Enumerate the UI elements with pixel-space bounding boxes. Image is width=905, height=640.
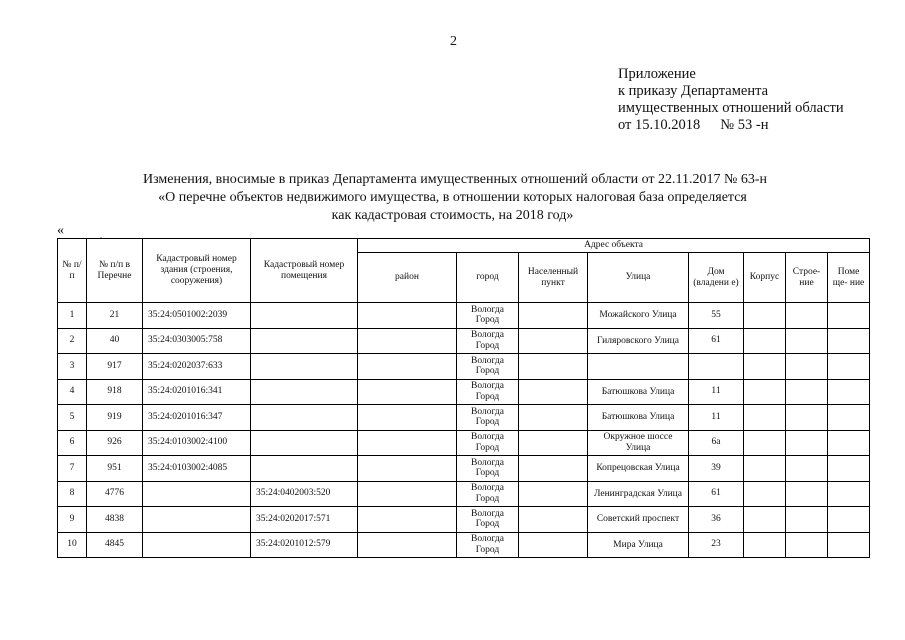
cell-stroenie bbox=[786, 303, 828, 329]
header-num: № п/п bbox=[58, 239, 87, 303]
cell-num: 8 bbox=[58, 481, 87, 507]
cell-city: Вологда Город bbox=[457, 430, 519, 456]
cell-city: Вологда Город bbox=[457, 507, 519, 533]
cell-num: 6 bbox=[58, 430, 87, 456]
cell-house: 61 bbox=[689, 481, 744, 507]
cell-korpus bbox=[744, 430, 786, 456]
cell-district bbox=[358, 354, 457, 380]
cell-locality bbox=[519, 354, 588, 380]
scan-mark: . bbox=[100, 230, 103, 240]
cell-cadastral-room bbox=[251, 303, 358, 329]
header-cadastral-building: Кадастровый номер здания (строения, сооружения) bbox=[143, 239, 251, 303]
appendix-order-number: № 53 -н bbox=[720, 117, 769, 133]
table-header-row-1 bbox=[58, 239, 870, 253]
cell-cadastral-room bbox=[251, 379, 358, 405]
cell-city: Вологда Город bbox=[457, 405, 519, 431]
cell-district bbox=[358, 507, 457, 533]
cell-house: 39 bbox=[689, 456, 744, 482]
header-stroenie: Строе- ние bbox=[786, 253, 828, 303]
cell-list-num: 918 bbox=[87, 379, 143, 405]
cell-list-num: 951 bbox=[87, 456, 143, 482]
cell-locality bbox=[519, 456, 588, 482]
cell-cadastral-building: 35:24:0303005:758 bbox=[143, 328, 251, 354]
cell-num: 2 bbox=[58, 328, 87, 354]
cell-street: Батюшкова Улица bbox=[588, 405, 689, 431]
table-row bbox=[58, 430, 870, 456]
cell-locality bbox=[519, 532, 588, 558]
cell-cadastral-building: 35:24:0501002:2039 bbox=[143, 303, 251, 329]
header-city: город bbox=[457, 253, 519, 303]
cell-city: Вологда Город bbox=[457, 328, 519, 354]
cell-korpus bbox=[744, 354, 786, 380]
cell-stroenie bbox=[786, 532, 828, 558]
cell-city: Вологда Город bbox=[457, 379, 519, 405]
cell-num: 10 bbox=[58, 532, 87, 558]
cell-locality bbox=[519, 379, 588, 405]
cell-district bbox=[358, 328, 457, 354]
appendix-block bbox=[618, 66, 844, 134]
table-row bbox=[58, 303, 870, 329]
cell-num: 4 bbox=[58, 379, 87, 405]
opening-quote-mark: « bbox=[57, 223, 64, 238]
cell-cadastral-building bbox=[143, 507, 251, 533]
cell-list-num: 21 bbox=[87, 303, 143, 329]
cell-list-num: 919 bbox=[87, 405, 143, 431]
cell-house: 11 bbox=[689, 379, 744, 405]
cell-num: 3 bbox=[58, 354, 87, 380]
cell-cadastral-building: 35:24:0202037:633 bbox=[143, 354, 251, 380]
appendix-date: от 15.10.2018 bbox=[618, 117, 701, 133]
cell-district bbox=[358, 430, 457, 456]
cell-house: 6а bbox=[689, 430, 744, 456]
appendix-date-line bbox=[618, 117, 844, 134]
cell-list-num: 4838 bbox=[87, 507, 143, 533]
cell-district bbox=[358, 481, 457, 507]
cell-stroenie bbox=[786, 481, 828, 507]
header-house: Дом (владени е) bbox=[689, 253, 744, 303]
cell-locality bbox=[519, 303, 588, 329]
page-number: 2 bbox=[450, 34, 457, 49]
cell-pomeshchenie bbox=[828, 354, 870, 380]
cell-pomeshchenie bbox=[828, 379, 870, 405]
cell-korpus bbox=[744, 379, 786, 405]
header-list-num: № п/п в Перечне bbox=[87, 239, 143, 303]
cell-cadastral-room bbox=[251, 328, 358, 354]
cell-pomeshchenie bbox=[828, 430, 870, 456]
cell-stroenie bbox=[786, 507, 828, 533]
cell-cadastral-room bbox=[251, 430, 358, 456]
cell-cadastral-building bbox=[143, 481, 251, 507]
cell-korpus bbox=[744, 456, 786, 482]
document-heading bbox=[0, 171, 905, 225]
cell-korpus bbox=[744, 303, 786, 329]
cell-pomeshchenie bbox=[828, 405, 870, 431]
cell-list-num: 4776 bbox=[87, 481, 143, 507]
heading-line-2: «О перечне объектов недвижимого имущества, в отношении которых налоговая база определяется bbox=[158, 190, 747, 205]
cell-cadastral-room: 35:24:0402003:520 bbox=[251, 481, 358, 507]
cell-street: Мира Улица bbox=[588, 532, 689, 558]
cell-pomeshchenie bbox=[828, 303, 870, 329]
cell-street: Гиляровского Улица bbox=[588, 328, 689, 354]
cell-city: Вологда Город bbox=[457, 532, 519, 558]
appendix-line-3: имущественных отношений области bbox=[618, 100, 844, 116]
cell-street: Советский проспект bbox=[588, 507, 689, 533]
cell-list-num: 4845 bbox=[87, 532, 143, 558]
table-row bbox=[58, 481, 870, 507]
table-row bbox=[58, 379, 870, 405]
cell-city: Вологда Город bbox=[457, 456, 519, 482]
cell-num: 1 bbox=[58, 303, 87, 329]
cell-street bbox=[588, 354, 689, 380]
cell-num: 9 bbox=[58, 507, 87, 533]
cell-house: 55 bbox=[689, 303, 744, 329]
header-pomeshchenie: Поме ще- ние bbox=[828, 253, 870, 303]
cell-korpus bbox=[744, 532, 786, 558]
cell-street: Можайского Улица bbox=[588, 303, 689, 329]
cell-locality bbox=[519, 430, 588, 456]
header-cadastral-room: Кадастровый номер помещения bbox=[251, 239, 358, 303]
cell-korpus bbox=[744, 481, 786, 507]
table-body bbox=[58, 303, 870, 558]
cell-house: 36 bbox=[689, 507, 744, 533]
cell-stroenie bbox=[786, 456, 828, 482]
cell-cadastral-room bbox=[251, 456, 358, 482]
table-row bbox=[58, 405, 870, 431]
header-locality: Населенный пункт bbox=[519, 253, 588, 303]
cell-list-num: 917 bbox=[87, 354, 143, 380]
cell-pomeshchenie bbox=[828, 481, 870, 507]
header-address-group: Адрес объекта bbox=[358, 239, 870, 253]
cell-stroenie bbox=[786, 430, 828, 456]
cell-pomeshchenie bbox=[828, 507, 870, 533]
cell-cadastral-room bbox=[251, 354, 358, 380]
header-street: Улица bbox=[588, 253, 689, 303]
table-row bbox=[58, 532, 870, 558]
cell-korpus bbox=[744, 328, 786, 354]
cell-stroenie bbox=[786, 379, 828, 405]
cell-stroenie bbox=[786, 405, 828, 431]
appendix-line-1: Приложение bbox=[618, 66, 696, 82]
cell-cadastral-room bbox=[251, 405, 358, 431]
cell-district bbox=[358, 532, 457, 558]
cell-cadastral-room: 35:24:0202017:571 bbox=[251, 507, 358, 533]
cell-house: 61 bbox=[689, 328, 744, 354]
table-row bbox=[58, 354, 870, 380]
cell-stroenie bbox=[786, 354, 828, 380]
cell-district bbox=[358, 405, 457, 431]
cell-street: Окружное шоссе Улица bbox=[588, 430, 689, 456]
appendix-line-2: к приказу Департамента bbox=[618, 83, 769, 99]
cell-num: 5 bbox=[58, 405, 87, 431]
table-row bbox=[58, 456, 870, 482]
cell-list-num: 926 bbox=[87, 430, 143, 456]
cell-street: Батюшкова Улица bbox=[588, 379, 689, 405]
cell-house: 23 bbox=[689, 532, 744, 558]
cell-district bbox=[358, 379, 457, 405]
cell-city: Вологда Город bbox=[457, 481, 519, 507]
cell-pomeshchenie bbox=[828, 328, 870, 354]
cell-cadastral-building: 35:24:0103002:4085 bbox=[143, 456, 251, 482]
changes-table bbox=[57, 238, 870, 558]
cell-street: Копрецовская Улица bbox=[588, 456, 689, 482]
cell-locality bbox=[519, 481, 588, 507]
cell-list-num: 40 bbox=[87, 328, 143, 354]
cell-stroenie bbox=[786, 328, 828, 354]
table-row bbox=[58, 507, 870, 533]
cell-district bbox=[358, 456, 457, 482]
cell-house bbox=[689, 354, 744, 380]
table-row bbox=[58, 328, 870, 354]
cell-pomeshchenie bbox=[828, 456, 870, 482]
cell-district bbox=[358, 303, 457, 329]
cell-street: Ленинградская Улица bbox=[588, 481, 689, 507]
heading-line-3: как кадастровая стоимость, на 2018 год» bbox=[331, 208, 574, 223]
cell-house: 11 bbox=[689, 405, 744, 431]
cell-locality bbox=[519, 405, 588, 431]
cell-cadastral-building bbox=[143, 532, 251, 558]
cell-cadastral-building: 35:24:0201016:347 bbox=[143, 405, 251, 431]
cell-num: 7 bbox=[58, 456, 87, 482]
cell-korpus bbox=[744, 507, 786, 533]
header-district: район bbox=[358, 253, 457, 303]
cell-locality bbox=[519, 328, 588, 354]
heading-line-1: Изменения, вносимые в приказ Департамента имущественных отношений области от 22.11.2017 № 63-н bbox=[142, 172, 768, 187]
cell-cadastral-room: 35:24:0201012:579 bbox=[251, 532, 358, 558]
cell-cadastral-building: 35:24:0103002:4100 bbox=[143, 430, 251, 456]
cell-pomeshchenie bbox=[828, 532, 870, 558]
cell-city: Вологда Город bbox=[457, 303, 519, 329]
cell-korpus bbox=[744, 405, 786, 431]
cell-locality bbox=[519, 507, 588, 533]
cell-cadastral-building: 35:24:0201016:341 bbox=[143, 379, 251, 405]
cell-city: Вологда Город bbox=[457, 354, 519, 380]
header-korpus: Корпус bbox=[744, 253, 786, 303]
